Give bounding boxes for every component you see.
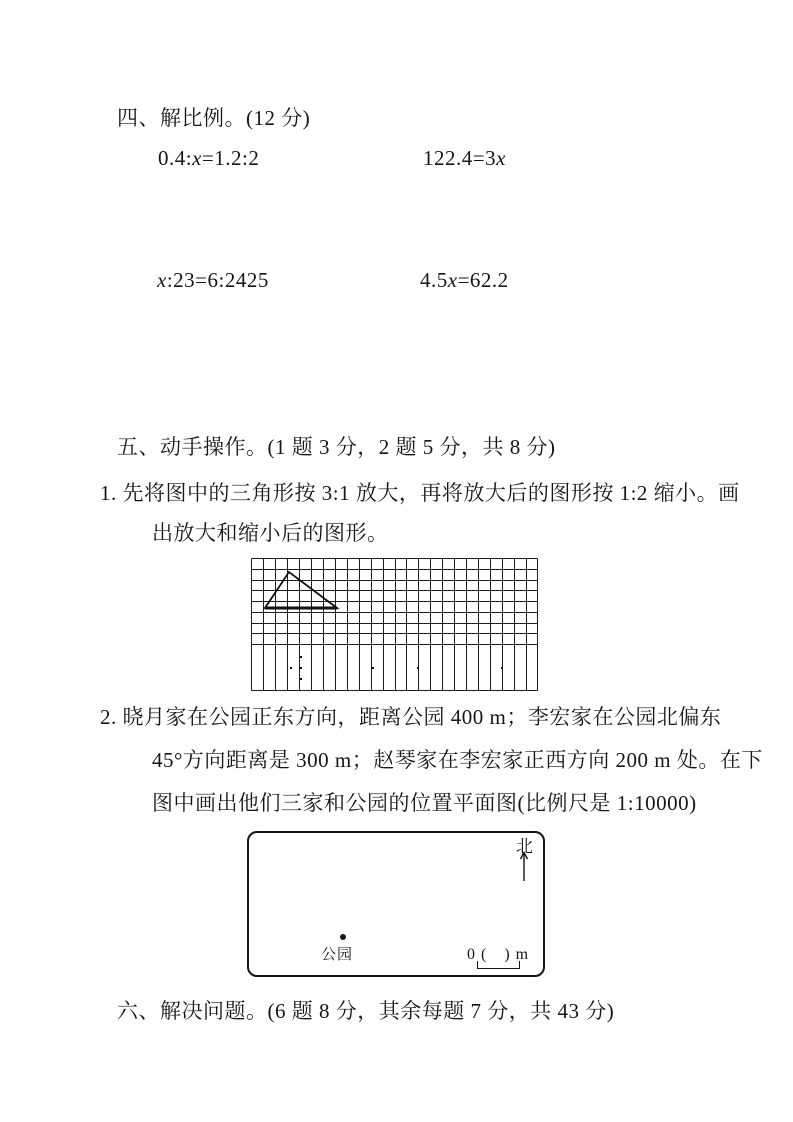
question-2-line-1: 2. 晓月家在公园正东方向，距离公园 400 m；李宏家在公园北偏东 — [100, 705, 722, 729]
grid-svg — [251, 558, 538, 691]
equation-1: 0.4:x=1.2:2 — [158, 146, 260, 170]
north-label: 北 — [516, 837, 533, 856]
question-1-line-1: 1. 先将图中的三角形按 3:1 放大，再将放大后的图形按 1:2 缩小。画 — [100, 481, 740, 505]
section-4-heading: 四、解比例。(12 分) — [117, 106, 311, 130]
equation-4: 4.5x=62.2 — [420, 268, 509, 292]
question-1-line-2: 出放大和缩小后的图形。 — [152, 521, 389, 545]
equation-3: x:23=6:2425 — [157, 268, 269, 292]
park-label: 公园 — [321, 947, 354, 963]
scale-bar-bracket — [477, 961, 520, 969]
question-2-line-2: 45°方向距离是 300 m；赵琴家在李宏家正西方向 200 m 处。在下 — [152, 748, 763, 772]
scale-label: 0 ( ) m — [467, 946, 530, 963]
north-arrow-icon — [518, 850, 530, 882]
triangle-grid-figure — [251, 558, 538, 691]
question-2-line-3: 图中画出他们三家和公园的位置平面图(比例尺是 1:10000) — [152, 791, 697, 815]
section-6-heading: 六、解决问题。(6 题 8 分，其余每题 7 分，共 43 分) — [117, 999, 615, 1023]
map-drawing-box — [247, 831, 545, 977]
park-dot — [340, 934, 346, 940]
equation-2: 122.4=3x — [423, 146, 506, 170]
section-5-heading: 五、动手操作。(1 题 3 分，2 题 5 分，共 8 分) — [117, 435, 556, 459]
